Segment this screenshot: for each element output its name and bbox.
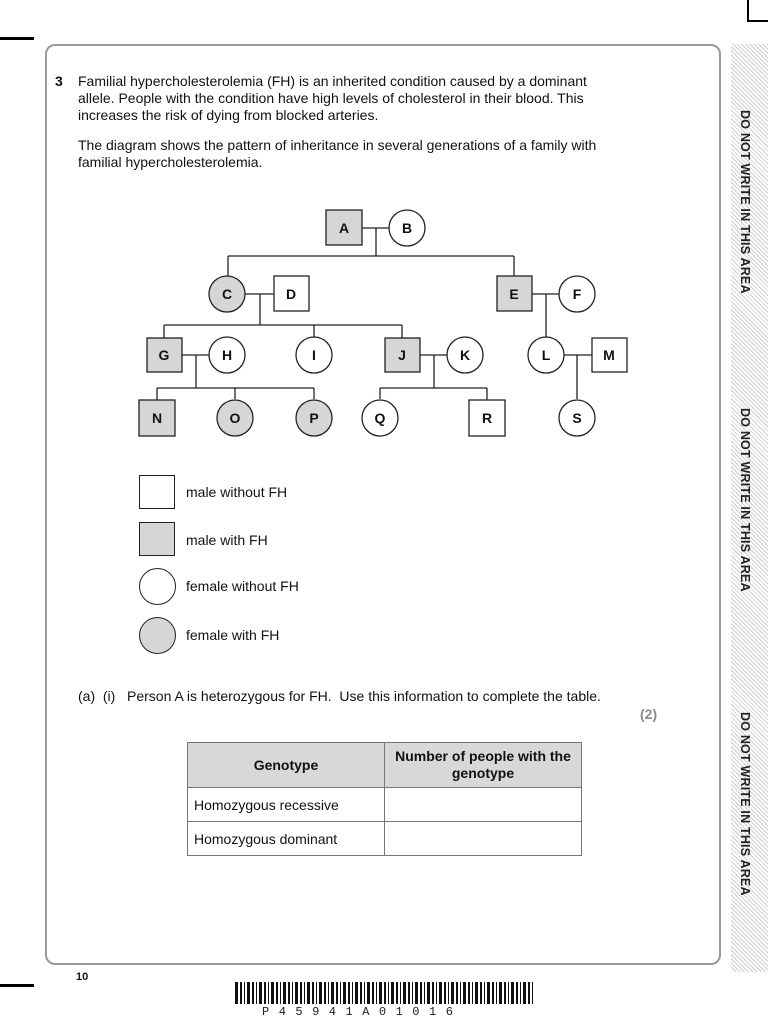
barcode-bar xyxy=(532,982,533,1004)
barcode-bar xyxy=(432,982,434,1004)
barcode-text: P45941A01016 xyxy=(262,1005,463,1019)
barcode-bar xyxy=(300,982,302,1004)
barcode-bar xyxy=(492,982,494,1004)
barcode-bar xyxy=(252,982,254,1004)
barcode-bar xyxy=(484,982,485,1004)
barcode-bar xyxy=(276,982,278,1004)
barcode-bar xyxy=(324,982,326,1004)
diagram-line-1: The diagram shows the pattern of inheritance in several generations of a family with xyxy=(78,137,597,153)
barcode-bar xyxy=(420,982,422,1004)
row-homozygous-dominant-label: Homozygous dominant xyxy=(188,822,385,856)
margin-warning-3: DO NOT WRITE IN THIS AREA xyxy=(738,712,752,896)
label-C: C xyxy=(221,286,233,302)
barcode-bar xyxy=(240,982,242,1004)
row-homozygous-recessive-label: Homozygous recessive xyxy=(188,788,385,822)
pedigree-diagram xyxy=(0,0,768,460)
legend-male-without-symbol xyxy=(139,475,175,509)
barcode-bar xyxy=(352,982,353,1004)
header-genotype: Genotype xyxy=(188,743,385,788)
barcode-bar xyxy=(304,982,305,1004)
barcode-bar xyxy=(400,982,401,1004)
legend-male-with-symbol xyxy=(139,522,175,556)
label-R: R xyxy=(481,410,493,426)
part-a-question: (a) (i) Person A is heterozygous for FH. Use this information to complete the table. xyxy=(78,688,601,704)
corner-mark-bottom-left xyxy=(0,984,34,987)
barcode-bar xyxy=(256,982,257,1004)
barcode-bar xyxy=(475,982,478,1004)
pedigree-individuals xyxy=(139,210,627,436)
barcode-bar xyxy=(384,982,386,1004)
intro-line-1: Familial hypercholesterolemia (FH) is an inherited condition caused by a dominant xyxy=(78,73,587,89)
label-Q: Q xyxy=(374,410,386,426)
barcode-bar xyxy=(480,982,482,1004)
barcode-bar xyxy=(343,982,346,1004)
intro-line-3: increases the risk of dying from blocked arteries. xyxy=(78,107,379,123)
label-E: E xyxy=(509,286,519,302)
genotype-table xyxy=(187,742,582,856)
header-count xyxy=(385,743,582,788)
barcode-bar xyxy=(487,982,490,1004)
barcode-bar xyxy=(463,982,466,1004)
barcode-bar xyxy=(280,982,281,1004)
label-B: B xyxy=(401,220,413,236)
barcode-bar xyxy=(436,982,437,1004)
barcode-bar xyxy=(520,982,521,1004)
barcode-bar xyxy=(403,982,406,1004)
barcode-bar xyxy=(340,982,341,1004)
barcode-bar xyxy=(268,982,269,1004)
legend-female-without-label: female without FH xyxy=(186,578,299,594)
barcode-bar xyxy=(259,982,262,1004)
table-row xyxy=(188,822,582,856)
barcode-bar xyxy=(456,982,458,1004)
barcode-bar xyxy=(271,982,274,1004)
barcode-bar xyxy=(312,982,314,1004)
barcode-bar xyxy=(451,982,454,1004)
barcode xyxy=(235,982,535,1004)
barcode-bar xyxy=(472,982,473,1004)
page-number: 10 xyxy=(76,971,89,983)
barcode-bar xyxy=(292,982,293,1004)
question-number: 3 xyxy=(55,73,63,89)
barcode-bar xyxy=(516,982,518,1004)
label-F: F xyxy=(572,286,582,302)
label-I: I xyxy=(312,347,316,363)
legend-female-without-symbol xyxy=(139,568,176,605)
barcode-bar xyxy=(331,982,334,1004)
barcode-bar xyxy=(499,982,502,1004)
table-row xyxy=(188,788,582,822)
barcode-bar xyxy=(412,982,413,1004)
diagram-line-2: familial hypercholesterolemia. xyxy=(78,154,263,170)
pedigree-lines xyxy=(157,228,592,400)
label-D: D xyxy=(285,286,297,302)
label-G: G xyxy=(158,347,170,363)
barcode-bar xyxy=(244,982,245,1004)
barcode-bar xyxy=(307,982,310,1004)
barcode-bar xyxy=(415,982,418,1004)
barcode-bar xyxy=(264,982,266,1004)
margin-warning-1: DO NOT WRITE IN THIS AREA xyxy=(738,110,752,294)
header-count-line-2: genotype xyxy=(451,765,515,781)
barcode-bar xyxy=(396,982,398,1004)
barcode-bar xyxy=(439,982,442,1004)
barcode-bar xyxy=(379,982,382,1004)
barcode-bar xyxy=(444,982,446,1004)
label-A: A xyxy=(338,220,350,236)
label-J: J xyxy=(398,347,406,363)
intro-line-2: allele. People with the condition have high levels of cholesterol in their blood. This xyxy=(78,90,584,106)
label-P: P xyxy=(309,410,319,426)
table-header-row xyxy=(188,743,582,788)
barcode-bar xyxy=(427,982,430,1004)
barcode-bar xyxy=(424,982,425,1004)
barcode-bar xyxy=(319,982,322,1004)
barcode-bar xyxy=(336,982,338,1004)
barcode-bar xyxy=(372,982,374,1004)
barcode-bar xyxy=(348,982,350,1004)
row-homozygous-dominant-answer[interactable] xyxy=(385,822,582,856)
label-K: K xyxy=(459,347,471,363)
barcode-bar xyxy=(448,982,449,1004)
barcode-bar xyxy=(295,982,298,1004)
barcode-bar xyxy=(316,982,317,1004)
legend-male-with-label: male with FH xyxy=(186,532,268,548)
row-homozygous-recessive-answer[interactable] xyxy=(385,788,582,822)
barcode-bar xyxy=(508,982,509,1004)
label-H: H xyxy=(221,347,233,363)
barcode-bar xyxy=(408,982,410,1004)
barcode-bar xyxy=(367,982,370,1004)
label-S: S xyxy=(572,410,582,426)
header-count-line-1: Number of people with the xyxy=(395,748,571,764)
barcode-bar xyxy=(388,982,389,1004)
legend-female-with-symbol xyxy=(139,617,176,654)
barcode-bar xyxy=(511,982,514,1004)
barcode-bar xyxy=(247,982,250,1004)
barcode-bar xyxy=(523,982,526,1004)
label-M: M xyxy=(603,347,615,363)
barcode-bar xyxy=(288,982,290,1004)
barcode-bar xyxy=(364,982,365,1004)
barcode-bar xyxy=(328,982,329,1004)
barcode-bar xyxy=(468,982,470,1004)
legend-male-without-label: male without FH xyxy=(186,484,288,500)
barcode-bar xyxy=(528,982,530,1004)
margin-warning-2: DO NOT WRITE IN THIS AREA xyxy=(738,408,752,592)
barcode-bar xyxy=(391,982,394,1004)
barcode-bar xyxy=(235,982,238,1004)
barcode-bar xyxy=(460,982,461,1004)
label-O: O xyxy=(229,410,241,426)
legend-female-with-label: female with FH xyxy=(186,627,280,643)
barcode-bar xyxy=(496,982,497,1004)
barcode-bar xyxy=(283,982,286,1004)
barcode-bar xyxy=(360,982,362,1004)
barcode-bar xyxy=(376,982,377,1004)
barcode-bar xyxy=(355,982,358,1004)
part-a-marks: (2) xyxy=(640,706,658,722)
label-L: L xyxy=(541,347,551,363)
label-N: N xyxy=(151,410,163,426)
barcode-bar xyxy=(504,982,506,1004)
